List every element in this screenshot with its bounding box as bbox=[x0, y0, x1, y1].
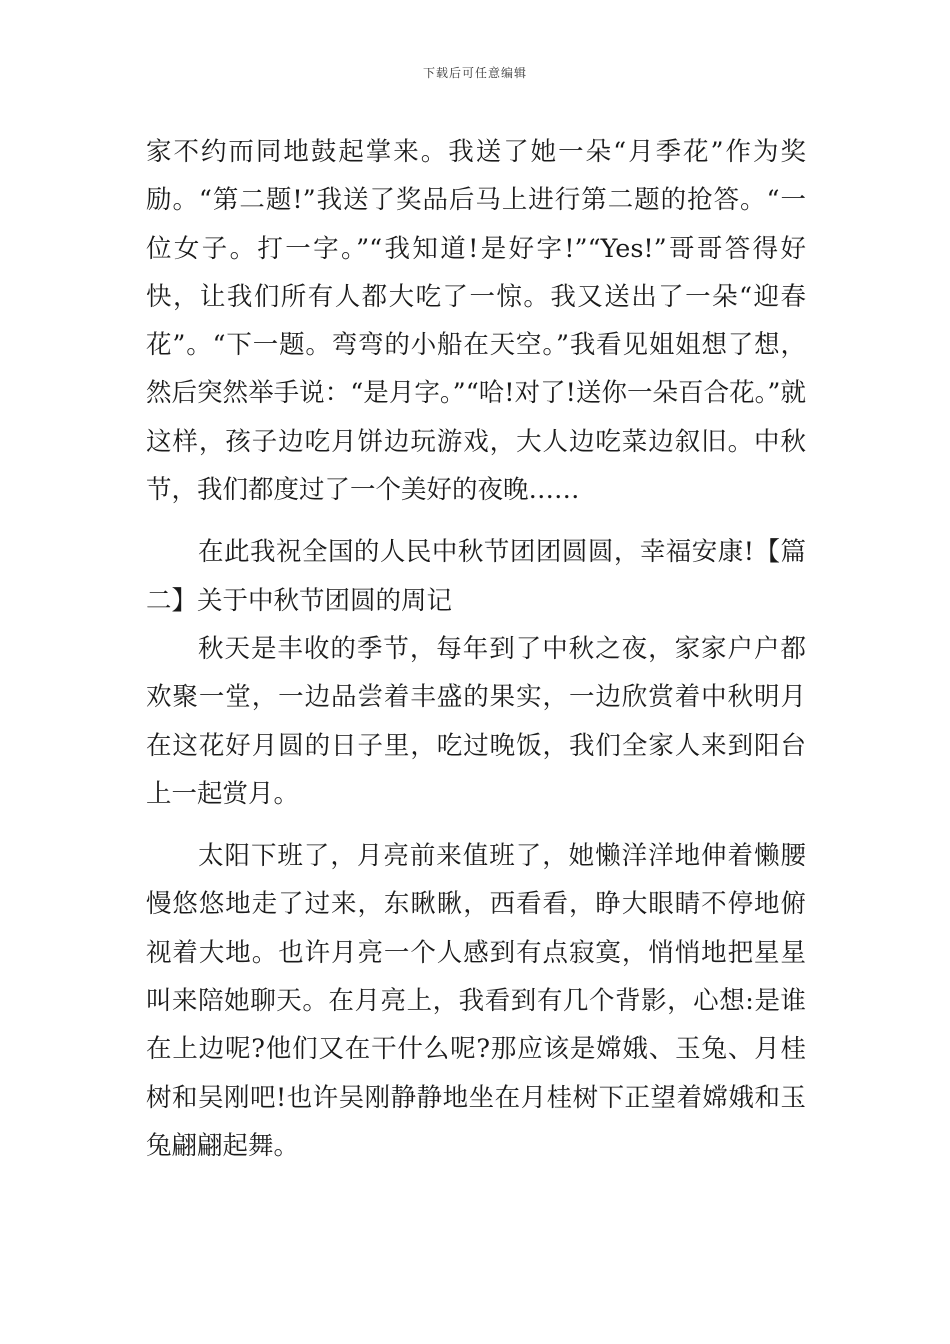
paragraph-greeting: 在此我祝全国的人民中秋节团团圆圆，幸福安康!【篇二】关于中秋节团圆的周记 bbox=[146, 537, 806, 616]
document-body bbox=[146, 128, 806, 1170]
paragraph-autumn: 秋天是丰收的季节，每年到了中秋之夜，家家户户都欢聚一堂，一边品尝着丰盛的果实，一边欣赏着中秋明月在这花好月圆的日子里，吃过晚饭，我们全家人来到阳台上一起赏月。 bbox=[146, 633, 806, 809]
paragraph-moon: 太阳下班了，月亮前来值班了，她懒洋洋地伸着懒腰慢悠悠地走了过来，东瞅瞅，西看看，睁大眼睛不停地俯视着大地。也许月亮一个人感到有点寂寞，悄悄地把星星叫来陪她聊天。在月亮上，我看到有几个背影，心想:是谁在上边呢?他们又在干什么呢?那应该是嫦娥、玉兔、月桂树和吴刚吧!也许吴刚静静地坐在月桂树下正望着嫦娥和玉兔翩翩起舞。 bbox=[146, 841, 806, 1161]
page-header: 下载后可任意编辑 bbox=[422, 66, 527, 80]
paragraph-continuation: 家不约而同地鼓起掌来。我送了她一朵“月季花”作为奖励。“第二题!”我送了奖品后马上进行第二题的抢答。“一位女子。打一字。”“我知道!是好字!”“Yes!”哥哥答得好快，让我们所有人都大吃了一惊。我又送出了一朵“迎春花”。“下一题。弯弯的小船在天空。”我看见姐姐想了想，然后突然举手说：“是月字。”“哈!对了!送你一朵百合花。”就这样，孩子边吃月饼边玩游戏，大人边吃菜边叙旧。中秋节，我们都度过了一个美好的夜晚…… bbox=[146, 137, 806, 506]
